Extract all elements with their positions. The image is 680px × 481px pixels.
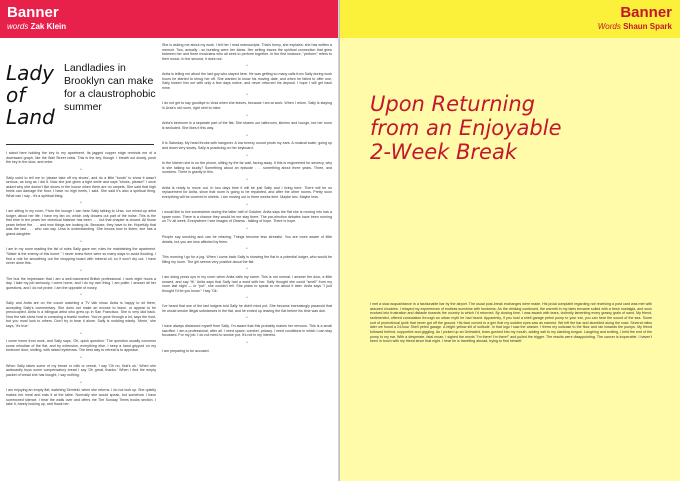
left-byline-author: Zak Klein [30,22,67,31]
column-b-paragraph: I am doing press ups in my room when Anita calls my name. This is not normal. I answer the door, a little wowed, and say 'Hi.' Anita says that Sally had a word with her. Sally thought she could "smell" from my room last night — or "pot", she couldn't tell. She plans to speak to me about it later. Anita says "I just thought I'd let you know." I say 'Ok.' [162,274,332,293]
right-article-body [370,302,652,344]
right-page [340,0,680,481]
section-divider-star: * [80,380,82,385]
right-headline: Upon Returning from an Enjoyable 2-Week Break [370,92,562,164]
left-headline: Lady of Land [6,61,55,129]
section-divider-star: * [246,93,248,98]
section-divider-star: * [246,64,248,69]
section-divider-star: * [80,167,82,172]
section-divider-star: * [246,133,248,138]
right-article-paragraph: I met a slow acquaintance in a fashionable bar by the airport. The usual post-break exchanges were made. His jovial complaint regarding not receiving a post card was met with assured chuckles. I relayed my experiences of endless sunshine with fondness. As the drinking continued, the warmth in my tales became soiled with a fresh nostalgia, and soon evolved into frustration and distaste towards the country to which I'd returned. By closing time, I was awash with tears, violently lamenting every grassy grain of sand. My friend, sedimented, offered consolation through an urban myth he had heard. Apparently, if you hold a shell garage petrol pump to your ear, you can hear the sound of the sea. Some sort of promotional quirk that never got off the ground. His face curved to a grin that my sodden eyes saw as earnest. We left the bar and stumbled along the road. Several miles later we found a 24-hour Shell petrol garage. A bright yellow slit of solitude. In that logo I saw the answer. I threw my suitcase to the floor and ran towards the pumps. My friend followed behind, supportive and giggling. As I picked up an Unleaded, tears gushed into my mouth, adding salt to my clanking tongue. Laughing and smiling, I held the end of the pump to my ear. With a desperate, fatal moan, I sighed the words "I'm there! I'm there!" and pulled the trigger. The results were disappointing. The cancer is inoperable. I haven't been in touch with my friend since that night. I hear he is travelling abroad, trying to find himself. [370,302,652,344]
column-b-paragraph: I have always distanced myself from Sally. I'm aware that this probably makes her nervous. This is a small sacrifice. I am a professional, after all. I need space, comfort, privacy. I need conditions in which I can stay focussed. For my job. I do not need to smoke pot. It's not in my interest. [162,324,332,338]
left-standfirst: Landladies in Brooklyn can make for a claustrophobic summer [64,62,156,113]
section-divider-star: * [246,340,248,345]
left-header-band [0,0,340,38]
column-a-paragraph: I am enjoying an empty flat, watching Seinfeld, when she returns. I do not look up. She quietly makes her meal and eats it at the table. Normally she would speak, but somehow I have summoned silence. I hear the walls over and offers me The Sunday Times books section. I take it, barely looking up, and thank her. [6,388,156,407]
left-article-column-a [6,151,156,410]
right-section-title: Banner [620,4,672,21]
section-divider-star: * [246,153,248,158]
section-divider-star: * [80,331,82,336]
column-b-paragraph: Anita is ready to move out. In two days time it will be just Sally and I living here. There will be no replacement for Anita, since that room is going to be repainted, and after the other rooms. Pretty soon everything will be covered in sheets. I am moving out in three weeks time. Maybe two. Maybe less. [162,185,332,199]
column-a-paragraph: I am in my room reading the list of rules Sally gave me; rules for maintaining the apartment. "Water is the enemy of this home." I never knew there were so many ways to avoid flooding. I find a rule for smoothing out the chopping board with mineral oil, so it won't dry out. I have never done this. [6,247,156,266]
section-divider-star: * [246,202,248,207]
column-b-paragraph: It is Saturday. My head throbs with hangover. A low breezy sound prods my ears. A musical scale, going up and down very slowly. Sally is practicing on her keyboard. [162,141,332,150]
left-article-column-b [162,43,332,356]
section-divider-star: * [80,268,82,273]
column-a-paragraph: Sally used to tell me to 'please take off my shoes', and do a little "boots" to show it wasn't serious, as long as I did it. Now she just gives a tight smile and says "shoes, please!" I once asked why she doesn't like shoes in the house when there are no carpets. She said that high heels can damage the floor. I have no high heels, I said. She said it's also a spiritual thing. What can I say - it's a spiritual thing. [6,175,156,198]
section-divider-star: * [80,356,82,361]
column-a-paragraph: The bus the impression that I am a well-mannered British professional. I work eight hours a day. I take my job seriously, I come home, and I do my own thing. I am polite, I answer all her questions, and I do not probe. I am the opposite of nosey. [6,276,156,290]
column-a-paragraph: When Sally takes some of my bread or milk or cereal, I say 'Oh no, that's ok.' When she awkwardly buys some compensatory bread I say 'Oh great, thanks.' When I find the empty packet of bread she has bought, I say nothing. [6,363,156,377]
section-divider-star: * [246,316,248,321]
column-a-paragraph: I come home from work, and Sally says, 'Oh, quick question.' The question usually concerns some minutiae of the flat, and by extension, everything else. I keep a hand gripped on my bedroom door, smiling, with raised eyebrows. The best way to retreat is to appease. [6,339,156,353]
right-header-band [340,0,680,38]
column-a-paragraph: I am sitting in my room. From the lounge I can hear Sally talking to Ursa, our mixed-up artist lodger, about her life. I have my fan on, which only drowns out part of the noise. This is the first time in ten years her chemical balance has been . . . but that chapter is closed. All those years before the . . . and now things are looking ok. Because, they have to be. Hopefully that was the last . . . who can say. Ursa is understanding. She knows how to listen; she has a grand-daughter. [6,209,156,236]
column-b-paragraph: Anita is telling me about the last guy who stayed here. He was getting so many calls from Sally during work hours he started to shrug her off. She wanted to know his moving date, and when he failed to offer one, Sally kicked him out with only a few days notice, and never returned his deposit. I hope I will get back mine. [162,72,332,90]
column-b-paragraph: Anita's bedroom is a separate part of the flat. She shares our bathroom, kitchen and lounge, but her room is secluded. She likes it this way. [162,121,332,130]
column-b-paragraph: I've heard that one of the last lodgers told Sally he didn't mind pot. She became increasingly paranoid that he would smoke illegal substances in the flat, and he ended up leaving the flat before his time was due. [162,304,332,313]
section-divider-star: * [246,113,248,118]
section-divider-star: * [246,178,248,183]
left-byline [7,22,66,31]
headline-rule [6,144,154,145]
left-section-title: Banner [7,4,59,21]
column-b-paragraph: In the kitchen she is on the phone, sitting by the far wall, facing away. If this is engineered for secrecy, why is she talking so loudly? Something about an episode . . . something about three years. Three, and numbers. There is gravity in this. [162,161,332,175]
column-b-paragraph: She is asking me about my work. I tell her I read manuscripts. That's funny, she explains: she has written a memoir. Two, actually - so bursting were her ideas. Her writing traces the spiritual connection that grew between her and three musicians who all seek to perform together. In the first instance, "perform" refers to their music. In the second, it does not. [162,43,332,61]
section-divider-star: * [246,227,248,232]
left-byline-prefix: words [7,22,29,31]
right-byline [598,22,672,31]
section-divider-star: * [246,267,248,272]
column-b-paragraph: People say smoking and can be relaxing. Things become less stressful. You are more aware of little details, but you are less affected by them. [162,234,332,244]
section-divider-star: * [246,296,248,301]
section-divider-star: * [80,293,82,298]
column-a-paragraph: Sally and Anita are on the couch watching a TV talk show. Anita is happy to sit there, accepting Sally's commentary. She does not make an excuse to leave, or appear to be preoccupied. Anita is a bilingual artist who grew up in San Francisco. She is very laid back. Now the talk show host is consoling a tearful mother. You've gone through a lot, says the host, but you must look to others. Don't try to bear it alone. Sally is nodding wisely. 'Mmm,' she says, 'it's true.' [6,301,156,328]
section-divider-star: * [80,201,82,206]
column-b-paragraph: This morning I go for a jog. When I come back Sally is showing the flat to a potential lodger, who would be filling my room. The girl seems very positive about the flat. [162,254,332,264]
column-b-paragraph: I would like to live somewhere during the latter half of October. Anita says the flat she is moving into has a spare room. There is a chance they would let me stay there. The pre-election debates have been running on TV all week. Everywhere I see images of Obama - talking of hope. There is hope. [162,210,332,224]
column-b-paragraph: I am preparing to be accused. [162,348,210,353]
right-byline-prefix: Words [597,22,621,31]
column-a-paragraph: I stand here holding the key to my apartment. Its jagged copper edge reminds me of a downward graph, like the Wall Street crisis. This is the key, though. I breath out slowly, push the key in the door, and enter. [6,151,156,165]
section-divider-star: * [246,247,248,252]
right-byline-author: Shaun Spark [623,22,672,31]
column-b-paragraph: I do not get to say goodbye to Ursa when she leaves, because I am at work. When I return, Sally is staying in Ursa's old room, right next to mine. [162,101,332,110]
section-divider-star: * [80,239,82,244]
